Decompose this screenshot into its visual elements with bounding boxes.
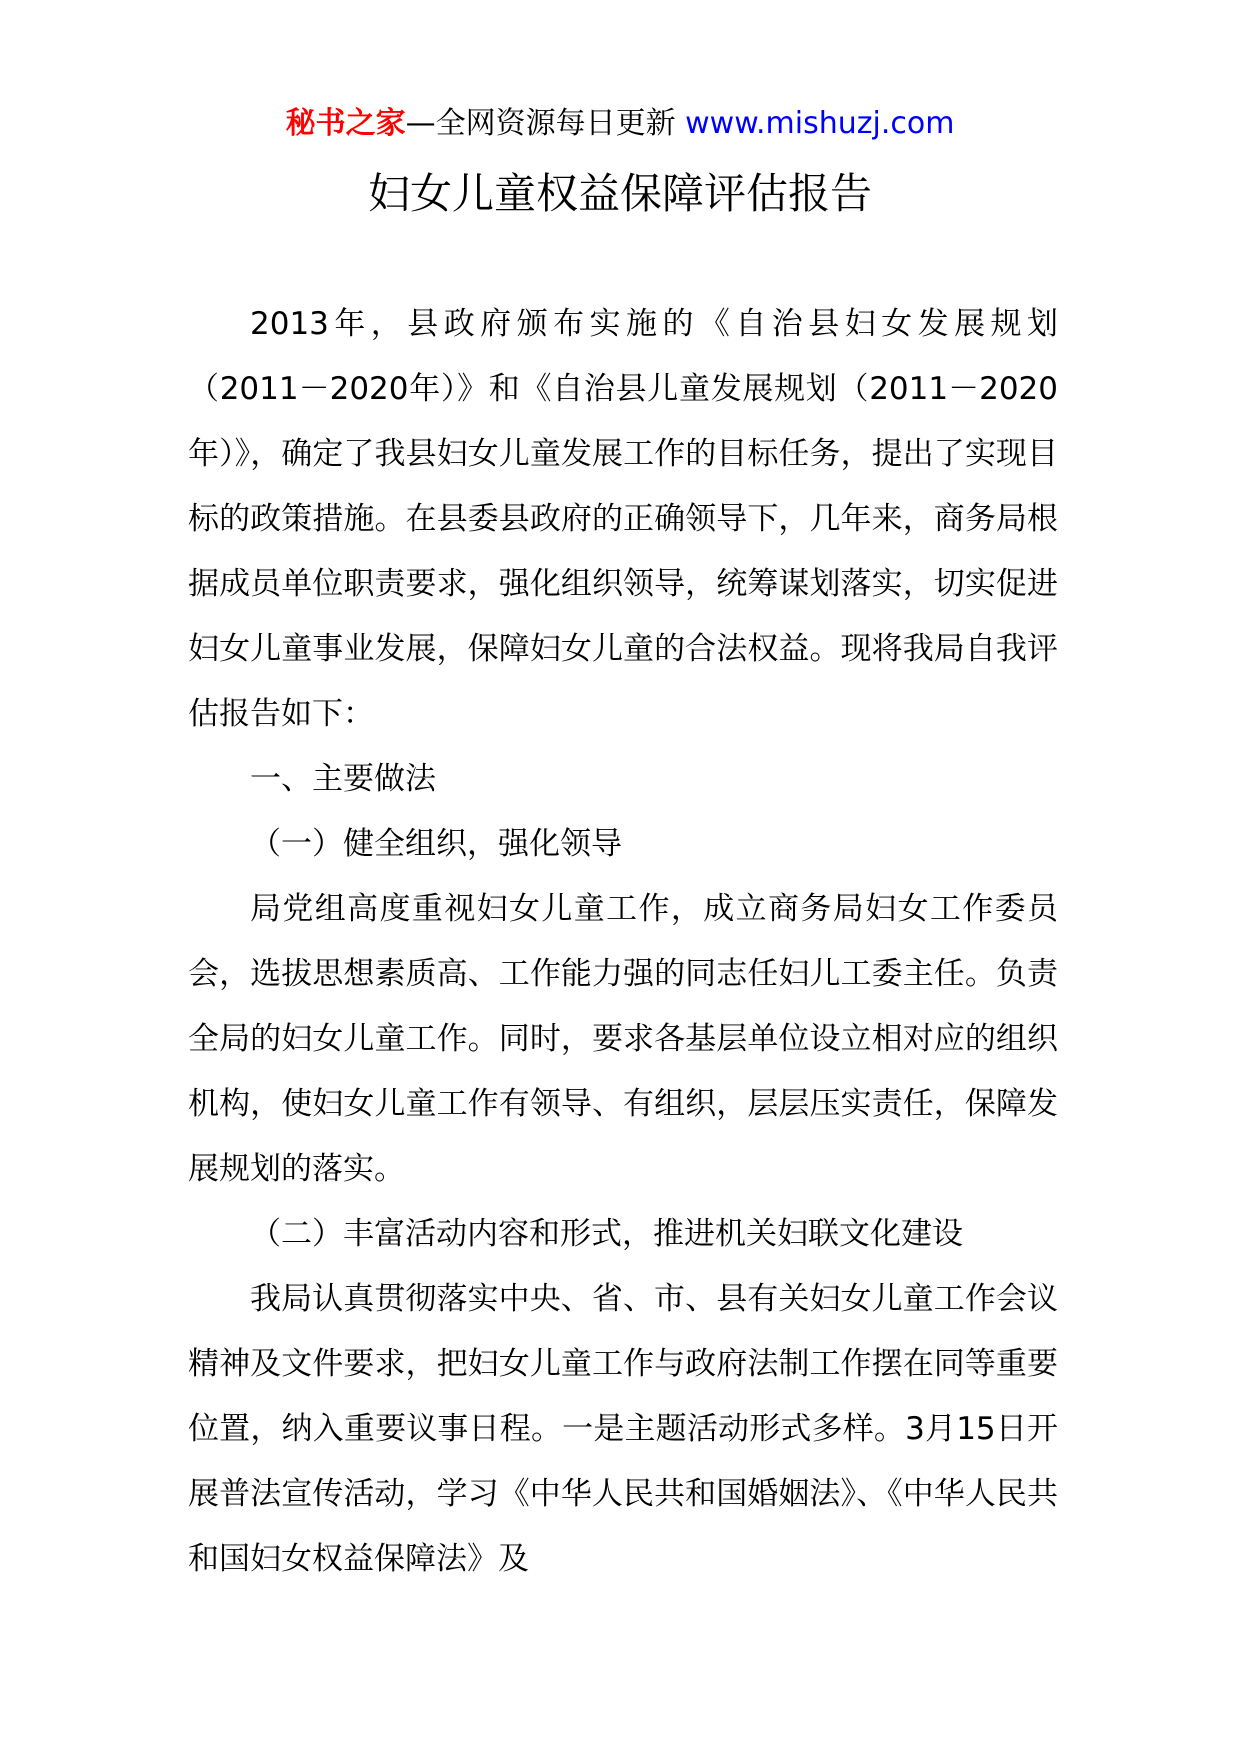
subsection-heading-1: （一）健全组织，强化领导 <box>250 826 622 862</box>
document-title: 妇女儿童权益保障评估报告 <box>367 169 872 218</box>
section-heading-main-practices: 一、主要做法 <box>250 761 436 797</box>
paragraph-organization: 局党组高度重视妇女儿童工作，成立商务局妇女工作委员会，选拔思想素质高、工作能力强的同志任妇儿工委主任。负责全局的妇女儿童工作。同时，要求各基层单位设立相对应的组织机构，使妇女儿童工作有领导、有组织，层层压实责任，保障发展规划的落实。 <box>188 891 1058 1187</box>
paragraph-activities: 我局认真贯彻落实中央、省、市、县有关妇女儿童工作会议精神及文件要求，把妇女儿童工作与政府法制工作摆在同等重要位置，纳入重要议事日程。一是主题活动形式多样。3月15日开展普法宣传活动，学习《中华人民共和国婚姻法》、《中华人民共和国妇女权益保障法》及 <box>188 1281 1058 1577</box>
site-url-link[interactable]: www.mishuzj.com <box>685 106 955 141</box>
subsection-heading-2: （二）丰富活动内容和形式，推进机关妇联文化建设 <box>250 1216 963 1252</box>
brand-name: 秘书之家 <box>285 106 406 141</box>
site-tagline: —全网资源每日更新 <box>405 106 676 141</box>
document-body <box>188 292 1058 1592</box>
paragraph-intro: 2013年，县政府颁布实施的《自治县妇女发展规划（2011－2020年）》和《自治县儿童发展规划（2011－2020年）》，确定了我县妇女儿童发展工作的目标任务，提出了实现目标的政策措施。在县委县政府的正确领导下，几年来，商务局根据成员单位职责要求，强化组织领导，统筹谋划落实，切实促进妇女儿童事业发展，保障妇女儿童的合法权益。现将我局自我评估报告如下： <box>188 306 1058 732</box>
site-header <box>0 102 1240 146</box>
